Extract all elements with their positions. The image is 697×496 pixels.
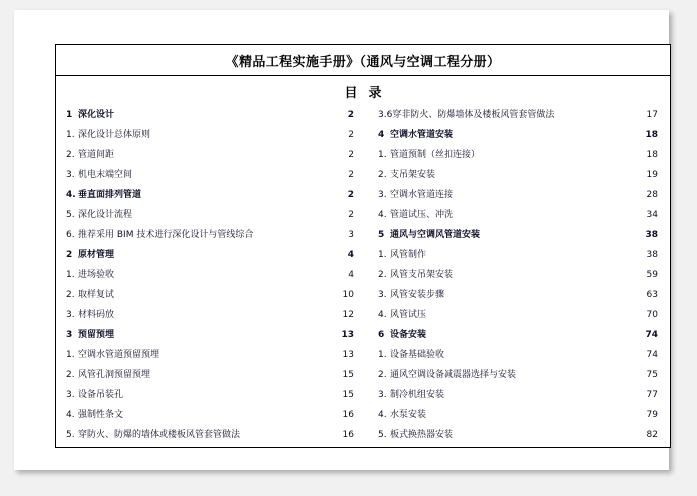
toc-entry-number: 4. xyxy=(66,410,75,420)
toc-entry-page-number: 2 xyxy=(348,150,354,160)
toc-entry[interactable] xyxy=(378,267,658,287)
toc-entry-page-number: 18 xyxy=(645,130,658,140)
toc-entry-title: 支吊架安装 xyxy=(390,170,436,180)
toc-entry-title: 垂直面排列管道 xyxy=(78,190,142,200)
toc-entry-title: 深化设计总体原则 xyxy=(78,130,151,140)
toc-entry-page-number: 2 xyxy=(348,210,354,220)
toc-columns xyxy=(56,107,670,447)
toc-entry-label xyxy=(378,127,638,140)
toc-entry-label xyxy=(66,387,334,400)
toc-entry[interactable] xyxy=(378,407,658,427)
toc-entry[interactable] xyxy=(66,387,354,407)
toc-entry[interactable] xyxy=(378,147,658,167)
title-band xyxy=(56,45,670,76)
toc-entry[interactable] xyxy=(378,127,658,147)
toc-entry-page-number: 16 xyxy=(342,430,354,440)
toc-entry-label xyxy=(66,147,334,160)
toc-entry-title: 空调水管道预留预埋 xyxy=(78,350,160,360)
toc-entry-page-number: 38 xyxy=(645,230,658,240)
toc-column-right xyxy=(364,107,662,447)
toc-heading: 目录 xyxy=(344,86,393,101)
toc-entry-label xyxy=(66,327,334,340)
toc-entry[interactable] xyxy=(378,287,658,307)
toc-entry-title: 通风空调设备减震器选择与安装 xyxy=(390,370,517,380)
toc-entry-title: 进场验收 xyxy=(78,270,115,280)
toc-entry-page-number: 19 xyxy=(646,170,658,180)
toc-entry-number: 1. xyxy=(378,250,387,260)
toc-entry-number: 3. xyxy=(378,190,387,200)
toc-entry-title: 管道预制（丝扣连接） xyxy=(390,150,481,160)
page-sheet xyxy=(14,10,669,470)
toc-entry-page-number: 10 xyxy=(342,290,354,300)
toc-entry[interactable] xyxy=(378,247,658,267)
toc-entry-page-number: 28 xyxy=(646,190,658,200)
toc-entry-title: 空调水管道连接 xyxy=(390,190,454,200)
toc-entry-number: 5. xyxy=(378,430,387,440)
toc-entry-title: 风管安装步骤 xyxy=(390,290,445,300)
toc-entry-number: 2 xyxy=(66,250,73,260)
toc-entry-title: 设备基础验收 xyxy=(390,350,445,360)
toc-entry-label xyxy=(378,207,638,220)
toc-entry-label xyxy=(66,267,334,280)
toc-entry-number: 4 xyxy=(378,130,385,140)
toc-entry-label xyxy=(378,307,638,320)
toc-entry-title: 推荐采用 BIM 技术进行深化设计与管线综合 xyxy=(78,230,254,240)
toc-entry-page-number: 17 xyxy=(646,110,658,120)
toc-entry-page-number: 16 xyxy=(342,410,354,420)
toc-entry-label xyxy=(66,287,334,300)
toc-entry-page-number: 13 xyxy=(342,350,354,360)
toc-entry-number: 2. xyxy=(66,150,75,160)
toc-entry-page-number: 13 xyxy=(341,330,354,340)
toc-entry-title: 管道试压、冲洗 xyxy=(390,210,454,220)
toc-entry-title: 原材管理 xyxy=(78,250,115,260)
toc-entry-title: 通风与空调风管道安装 xyxy=(390,230,481,240)
toc-entry-label xyxy=(378,147,638,160)
toc-entry-title: 风管孔洞预留预埋 xyxy=(78,370,151,380)
toc-entry-label xyxy=(378,427,638,440)
toc-entry[interactable] xyxy=(378,367,658,387)
toc-entry-label xyxy=(66,107,334,120)
toc-entry-number: 3.6 xyxy=(378,110,393,120)
toc-entry-label xyxy=(378,107,638,120)
toc-entry[interactable] xyxy=(66,167,354,187)
toc-entry[interactable] xyxy=(66,187,354,207)
toc-entry-number: 3. xyxy=(66,390,75,400)
toc-entry-title: 机电末端空间 xyxy=(78,170,133,180)
toc-entry[interactable] xyxy=(378,207,658,227)
toc-entry-page-number: 34 xyxy=(646,210,658,220)
toc-entry-title: 水泵安装 xyxy=(390,410,427,420)
toc-entry-number: 1. xyxy=(378,350,387,360)
toc-entry-page-number: 3 xyxy=(348,230,354,240)
toc-entry-page-number: 15 xyxy=(342,370,354,380)
toc-entry-title: 材料码放 xyxy=(78,310,115,320)
toc-entry-number: 1. xyxy=(378,150,387,160)
toc-entry[interactable] xyxy=(378,307,658,327)
toc-entry-number: 1. xyxy=(66,350,75,360)
toc-entry[interactable] xyxy=(66,227,354,247)
toc-entry-title: 管道间距 xyxy=(78,150,115,160)
toc-entry-page-number: 4 xyxy=(347,250,354,260)
toc-entry-number: 5. xyxy=(66,430,75,440)
toc-entry-label xyxy=(66,207,334,220)
toc-entry-number: 2. xyxy=(66,370,75,380)
toc-entry[interactable] xyxy=(66,327,354,347)
toc-entry[interactable] xyxy=(66,307,354,327)
toc-entry-title: 预留预埋 xyxy=(78,330,115,340)
toc-entry-number: 5 xyxy=(378,230,385,240)
toc-entry[interactable] xyxy=(378,427,658,447)
toc-entry[interactable] xyxy=(378,227,658,247)
toc-entry-title: 深化设计 xyxy=(78,110,115,120)
toc-entry-number: 2. xyxy=(378,370,387,380)
toc-entry-label xyxy=(378,287,638,300)
toc-entry[interactable] xyxy=(66,367,354,387)
toc-entry-label xyxy=(66,407,334,420)
toc-entry-title: 深化设计流程 xyxy=(78,210,133,220)
toc-entry-label xyxy=(378,247,638,260)
toc-entry-number: 6. xyxy=(66,230,75,240)
toc-entry-page-number: 12 xyxy=(342,310,354,320)
toc-entry-page-number: 15 xyxy=(342,390,354,400)
toc-entry-page-number: 2 xyxy=(348,130,354,140)
toc-entry[interactable] xyxy=(66,127,354,147)
toc-entry[interactable] xyxy=(66,427,354,447)
toc-entry[interactable] xyxy=(66,247,354,267)
toc-entry-title: 风管支吊架安装 xyxy=(390,270,454,280)
toc-heading-band xyxy=(56,76,670,107)
toc-entry-number: 1 xyxy=(66,110,73,120)
toc-entry[interactable] xyxy=(378,167,658,187)
toc-entry-page-number: 63 xyxy=(646,290,658,300)
toc-entry-number: 3 xyxy=(66,330,73,340)
toc-entry[interactable] xyxy=(378,387,658,407)
toc-entry-page-number: 75 xyxy=(646,370,658,380)
toc-entry[interactable] xyxy=(66,407,354,427)
toc-entry-label xyxy=(378,327,638,340)
toc-entry-number: 4. xyxy=(66,190,76,200)
toc-entry[interactable] xyxy=(378,347,658,367)
toc-entry-page-number: 38 xyxy=(646,250,658,260)
toc-entry-number: 4. xyxy=(378,210,387,220)
toc-entry-page-number: 74 xyxy=(646,350,658,360)
toc-entry-page-number: 79 xyxy=(646,410,658,420)
toc-entry-label xyxy=(378,387,638,400)
toc-entry-label xyxy=(378,347,638,360)
toc-entry[interactable] xyxy=(66,147,354,167)
toc-entry-title: 强制性条文 xyxy=(78,410,124,420)
toc-entry-label xyxy=(66,167,334,180)
toc-entry[interactable] xyxy=(66,107,354,127)
toc-entry-page-number: 70 xyxy=(646,310,658,320)
toc-entry-page-number: 59 xyxy=(646,270,658,280)
toc-entry-page-number: 77 xyxy=(646,390,658,400)
toc-entry-title: 穿防火、防爆的墙体或楼板风管套管做法 xyxy=(78,430,241,440)
toc-entry-number: 1. xyxy=(66,130,75,140)
toc-entry-number: 2. xyxy=(66,290,75,300)
toc-entry-title: 空调水管道安装 xyxy=(390,130,454,140)
toc-entry-number: 3. xyxy=(378,390,387,400)
toc-entry[interactable] xyxy=(66,347,354,367)
toc-entry-title: 取样复试 xyxy=(78,290,115,300)
toc-entry-number: 3. xyxy=(378,290,387,300)
toc-entry[interactable] xyxy=(66,207,354,227)
toc-entry-label xyxy=(378,267,638,280)
toc-entry-page-number: 2 xyxy=(347,110,354,120)
toc-entry-page-number: 82 xyxy=(646,430,658,440)
toc-entry[interactable] xyxy=(378,187,658,207)
document-frame xyxy=(55,44,671,448)
toc-entry-label xyxy=(378,407,638,420)
toc-entry-label xyxy=(378,167,638,180)
toc-entry[interactable] xyxy=(378,107,658,127)
toc-entry-label xyxy=(66,247,334,260)
toc-entry-number: 2. xyxy=(378,170,387,180)
toc-entry-number: 4. xyxy=(378,410,387,420)
toc-entry-label xyxy=(378,227,638,240)
toc-entry[interactable] xyxy=(378,327,658,347)
toc-entry-page-number: 2 xyxy=(348,170,354,180)
toc-entry-page-number: 4 xyxy=(348,270,354,280)
toc-entry-title: 板式换热器安装 xyxy=(390,430,454,440)
toc-entry-page-number: 18 xyxy=(646,150,658,160)
toc-entry-label xyxy=(378,187,638,200)
toc-entry-page-number: 74 xyxy=(645,330,658,340)
toc-entry[interactable] xyxy=(66,287,354,307)
toc-entry-number: 3. xyxy=(66,310,75,320)
toc-entry-label xyxy=(66,227,334,240)
toc-entry-number: 1. xyxy=(66,270,75,280)
document-title: 《精品工程实施手册》（通风与空调工程分册） xyxy=(225,54,501,70)
toc-entry-title: 穿非防火、防爆墙体及楼板风管套管做法 xyxy=(392,110,555,120)
toc-entry-number: 5. xyxy=(66,210,75,220)
toc-entry-number: 3. xyxy=(66,170,75,180)
toc-entry-label xyxy=(66,127,334,140)
toc-entry-title: 设备安装 xyxy=(390,330,427,340)
toc-entry-label xyxy=(66,367,334,380)
toc-entry-number: 2. xyxy=(378,270,387,280)
toc-entry-number: 4. xyxy=(378,310,387,320)
toc-entry-title: 风管试压 xyxy=(390,310,427,320)
toc-entry-title: 设备吊装孔 xyxy=(78,390,124,400)
toc-entry[interactable] xyxy=(66,267,354,287)
toc-entry-page-number: 2 xyxy=(347,190,354,200)
toc-entry-label xyxy=(66,427,334,440)
toc-column-left xyxy=(66,107,364,447)
toc-entry-title: 制冷机组安装 xyxy=(390,390,445,400)
toc-entry-label xyxy=(66,307,334,320)
toc-entry-title: 风管制作 xyxy=(390,250,427,260)
toc-entry-label xyxy=(66,187,334,200)
toc-entry-label xyxy=(378,367,638,380)
toc-entry-label xyxy=(66,347,334,360)
toc-entry-number: 6 xyxy=(378,330,385,340)
